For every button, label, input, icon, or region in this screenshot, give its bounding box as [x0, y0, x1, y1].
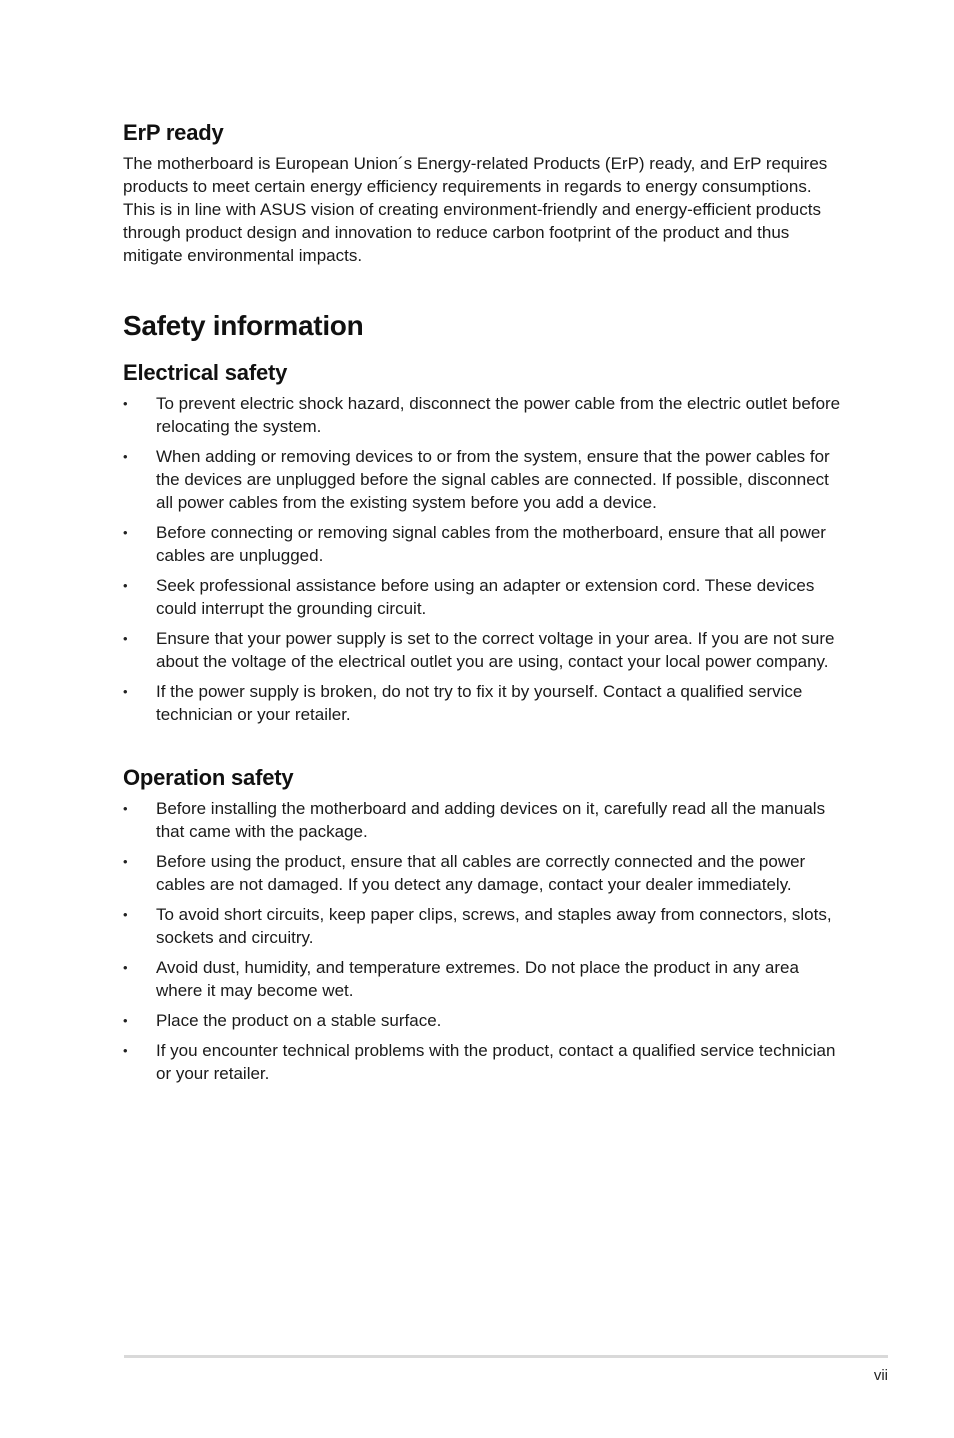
list-item-text: To avoid short circuits, keep paper clips, screws, and staples away from connectors, slots, sockets and circuitry.	[156, 905, 832, 947]
list-item	[123, 797, 843, 843]
list-item	[123, 956, 843, 1002]
operation-safety-list	[123, 797, 843, 1085]
list-item-text: Ensure that your power supply is set to the correct voltage in your area. If you are not sure about the voltage of the electrical outlet you are using, contact your local power company.	[156, 629, 835, 671]
list-item	[123, 1039, 843, 1085]
bullet-icon: •	[123, 631, 128, 646]
list-item	[123, 850, 843, 896]
list-item-text: Avoid dust, humidity, and temperature extremes. Do not place the product in any area where it may become wet.	[156, 958, 799, 1000]
safety-title: Safety information	[123, 310, 364, 341]
spacer	[123, 733, 843, 763]
list-item	[123, 574, 843, 620]
list-item-text: Before using the product, ensure that all cables are correctly connected and the power cables are not damaged. If you detect any damage, contact your dealer immediately.	[156, 852, 806, 894]
bullet-icon: •	[123, 1043, 128, 1058]
erp-paragraph: The motherboard is European Union´s Energy-related Products (ErP) ready, and ErP requires products to meet certain energy efficiency requirements in regards to energy consumptions. This is in line with ASUS vision of creating environment-friendly and energy-efficient products through product design and innovation to reduce carbon footprint of the product and thus mitigate environmental impacts.	[123, 154, 828, 265]
list-item	[123, 903, 843, 949]
spacer	[123, 267, 843, 308]
electrical-safety-heading: Electrical safety	[123, 360, 288, 385]
erp-section	[123, 118, 843, 267]
list-item	[123, 1009, 843, 1032]
bullet-icon: •	[123, 907, 128, 922]
list-item-text: Seek professional assistance before using an adapter or extension cord. These devices could interrupt the grounding circuit.	[156, 576, 815, 618]
list-item-text: When adding or removing devices to or from the system, ensure that the power cables for the devices are unplugged before the signal cables are connected. If possible, disconnect all power cables from the existing system before you add a device.	[156, 447, 830, 512]
list-item-text: Before installing the motherboard and adding devices on it, carefully read all the manuals that came with the package.	[156, 799, 826, 841]
electrical-safety-list	[123, 392, 843, 726]
bullet-icon: •	[123, 854, 128, 869]
list-item-text: If you encounter technical problems with the product, contact a qualified service technician or your retailer.	[156, 1041, 836, 1083]
bullet-icon: •	[123, 449, 128, 464]
page-number: vii	[873, 1367, 888, 1384]
page-content	[123, 118, 843, 1092]
bullet-icon: •	[123, 684, 128, 699]
bullet-icon: •	[123, 578, 128, 593]
safety-section	[123, 308, 843, 1085]
list-item-text: If the power supply is broken, do not try to fix it by yourself. Contact a qualified service technician or your retailer.	[156, 682, 803, 724]
footer-divider	[124, 1355, 888, 1358]
list-item	[123, 680, 843, 726]
list-item	[123, 521, 843, 567]
list-item-text: To prevent electric shock hazard, disconnect the power cable from the electric outlet before relocating the system.	[156, 394, 841, 436]
bullet-icon: •	[123, 1013, 128, 1028]
operation-safety-heading: Operation safety	[123, 765, 294, 790]
bullet-icon: •	[123, 960, 128, 975]
bullet-icon: •	[123, 801, 128, 816]
list-item-text: Before connecting or removing signal cables from the motherboard, ensure that all power cables are unplugged.	[156, 523, 826, 565]
list-item	[123, 627, 843, 673]
bullet-icon: •	[123, 525, 128, 540]
bullet-icon: •	[123, 396, 128, 411]
list-item	[123, 445, 843, 514]
erp-heading: ErP ready	[123, 120, 224, 145]
list-item	[123, 392, 843, 438]
list-item-text: Place the product on a stable surface.	[156, 1011, 442, 1030]
